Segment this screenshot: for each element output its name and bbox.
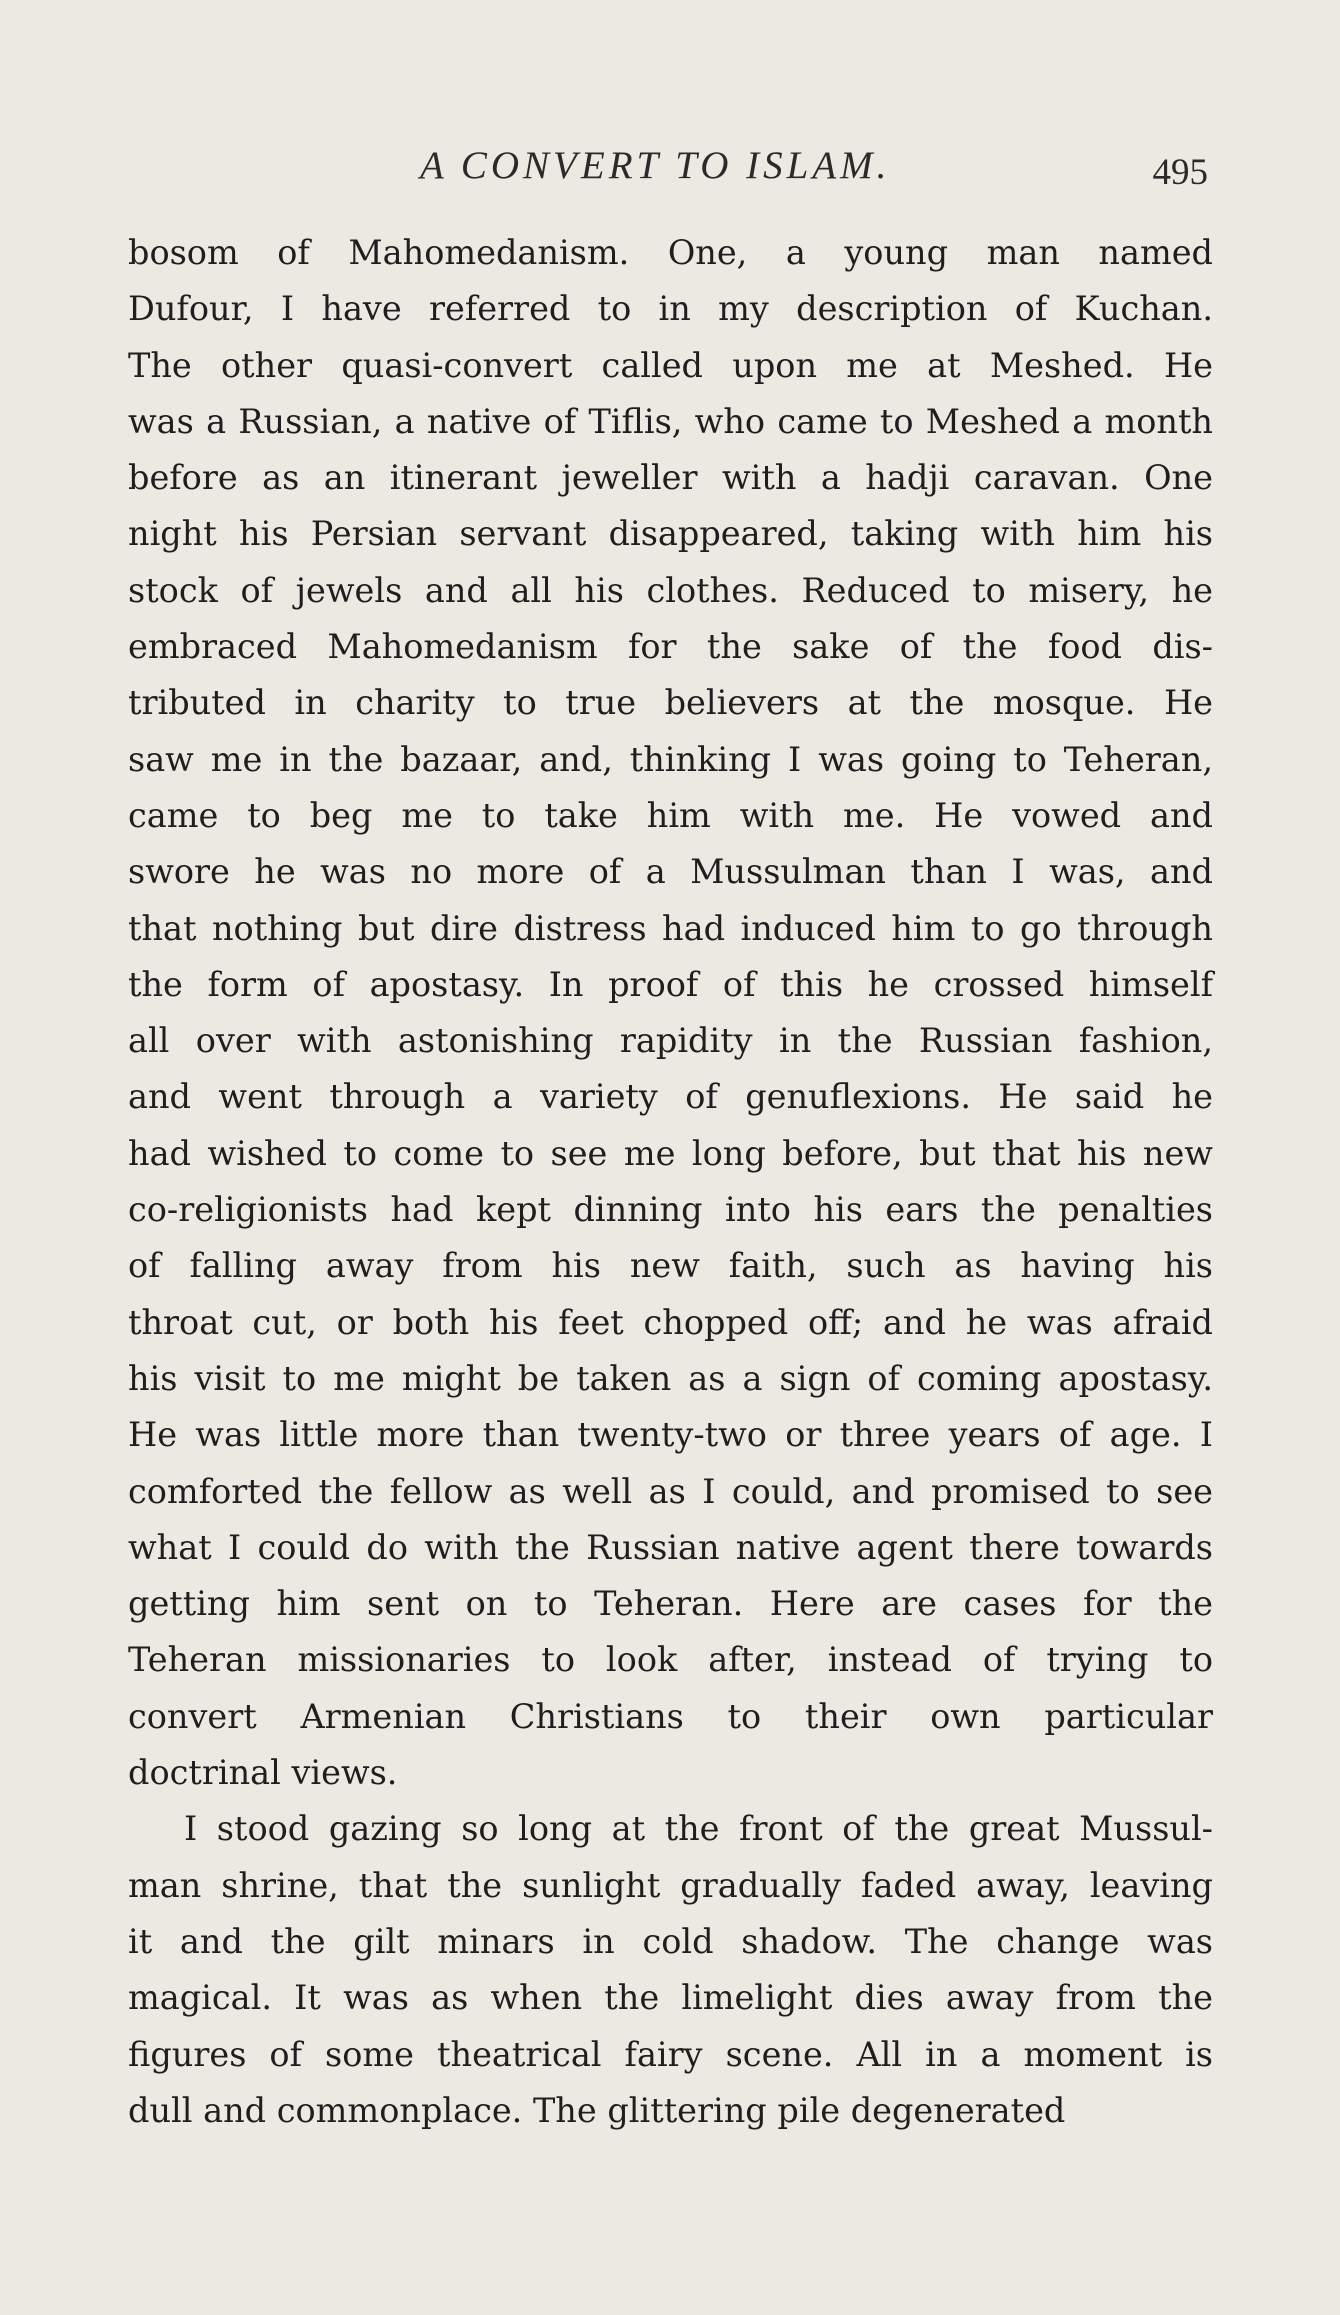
text-line: swore he was no more of a Mussulman than I was, and <box>128 852 1213 892</box>
text-line: embraced Mahomedanism for the sake of the food dis- <box>128 627 1213 667</box>
text-line: tributed in charity to true believers at the mosque. He <box>128 683 1213 723</box>
text-line: The other quasi-convert called upon me at Meshed. He <box>128 345 1213 385</box>
text-line: co-religionists had kept dinning into his ears the penalties <box>128 1190 1213 1230</box>
text-line: before as an itinerant jeweller with a hadji caravan. One <box>128 458 1213 498</box>
text-line: throat cut, or both his feet chopped off; and he was afraid <box>128 1302 1213 1342</box>
text-line: what I could do with the Russian native agent there towards <box>128 1527 1213 1567</box>
text-line: had wished to come to see me long before, but that his new <box>128 1133 1213 1173</box>
text-line: convert Armenian Christians to their own particular <box>128 1696 1213 1736</box>
text-line: and went through a variety of genuflexions. He said he <box>128 1077 1213 1117</box>
text-line: night his Persian servant disappeared, taking with him his <box>128 514 1213 554</box>
text-line: magical. It was as when the limelight dies away from the <box>128 1978 1213 2018</box>
running-title: A CONVERT TO ISLAM. <box>420 144 891 187</box>
text-line: comforted the fellow as well as I could, and promised to see <box>128 1471 1213 1511</box>
page-header <box>128 143 1208 203</box>
text-line: his visit to me might be taken as a sign of coming apostasy. <box>128 1358 1213 1398</box>
text-line: man shrine, that the sunlight gradually faded away, leaving <box>128 1865 1213 1905</box>
text-line: Teheran missionaries to look after, instead of trying to <box>128 1640 1213 1680</box>
text-line: bosom of Mahomedanism. One, a young man named <box>128 233 1213 272</box>
text-line: the form of apostasy. In proof of this he crossed himself <box>128 964 1213 1004</box>
text-line: that nothing but dire distress had induced him to go through <box>128 908 1213 948</box>
text-line: I stood gazing so long at the front of the great Mussul- <box>184 1809 1213 1849</box>
text-line: came to beg me to take him with me. He vowed and <box>128 795 1213 835</box>
text-line: stock of jewels and all his clothes. Reduced to misery, he <box>128 570 1213 610</box>
text-line: He was little more than twenty-two or three years of age. I <box>128 1415 1213 1455</box>
text-line: it and the gilt minars in cold shadow. The change was <box>128 1921 1213 1961</box>
text-line: of falling away from his new faith, such as having his <box>128 1246 1213 1286</box>
text-line: getting him sent on to Teheran. Here are cases for the <box>128 1584 1213 1624</box>
text-line: all over with astonishing rapidity in the Russian fashion, <box>128 1021 1213 1061</box>
text-line: saw me in the bazaar, and, thinking I was going to Teheran, <box>128 739 1213 779</box>
text-line: figures of some theatrical fairy scene. All in a moment is <box>128 2034 1213 2074</box>
text-line: dull and commonplace. The glittering pile degenerated <box>128 2090 1066 2130</box>
body-text <box>128 225 1213 2139</box>
page-number: 495 <box>1152 152 1208 193</box>
text-line: was a Russian, a native of Tiflis, who came to Meshed a month <box>128 401 1213 441</box>
text-line: Dufour, I have referred to in my description of Kuchan. <box>128 289 1213 329</box>
text-line: doctrinal views. <box>128 1753 398 1793</box>
